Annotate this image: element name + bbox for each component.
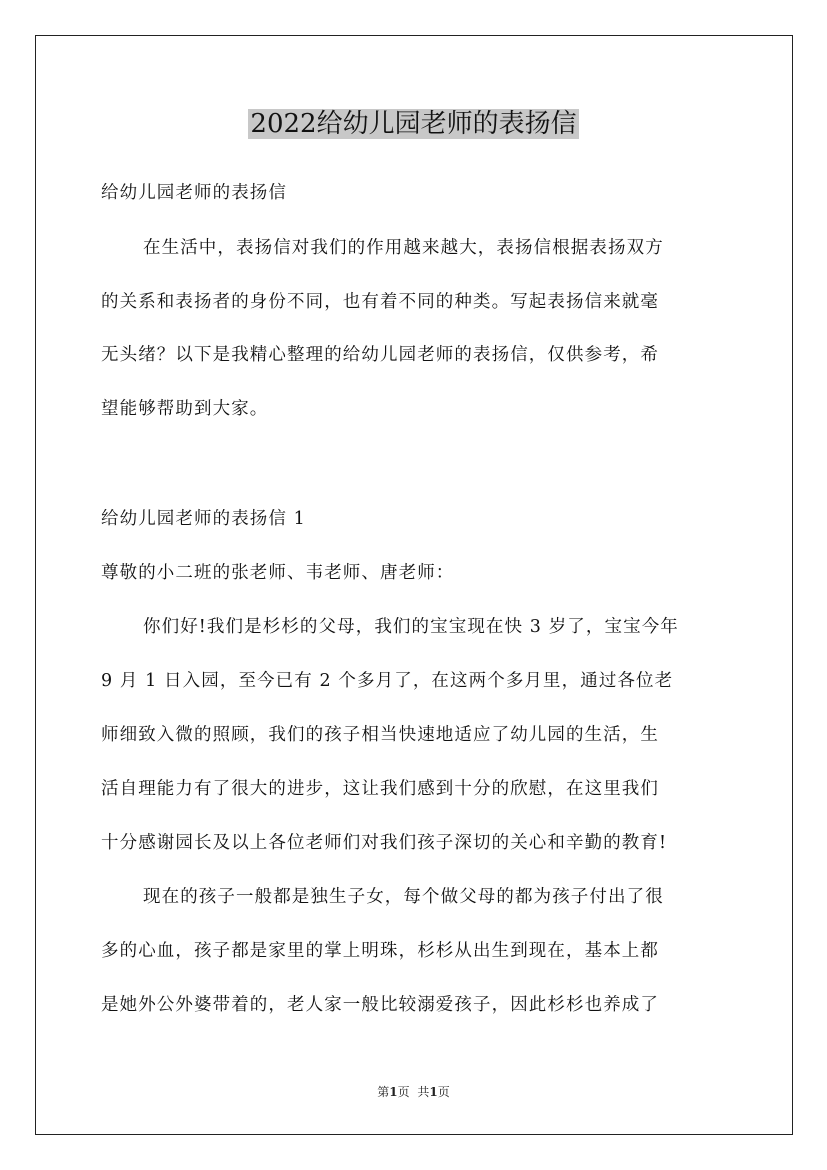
paragraph1-line-5: 十分感谢园长及以上各位老师们对我们孩子深切的关心和辛勤的教育! bbox=[101, 833, 668, 853]
salutation: 尊敬的小二班的张老师、韦老师、唐老师： bbox=[101, 563, 455, 583]
intro-line-3: 无头绪？以下是我精心整理的给幼儿园老师的表扬信，仅供参考，希 bbox=[101, 345, 659, 365]
page-unit: 页 bbox=[397, 1085, 410, 1099]
intro-line-1: 在生活中，表扬信对我们的作用越来越大，表扬信根据表扬双方 bbox=[143, 238, 664, 258]
total-unit: 页 bbox=[437, 1085, 450, 1099]
page-prefix: 第 bbox=[377, 1085, 390, 1099]
paragraph1-line-1: 你们好!我们是杉杉的父母，我们的宝宝现在快 3 岁了，宝宝今年 bbox=[143, 617, 679, 637]
total-prefix: 共 bbox=[417, 1085, 430, 1099]
intro-line-2: 的关系和表扬者的身份不同，也有着不同的种类。写起表扬信来就毫 bbox=[101, 292, 659, 312]
paragraph2-line-1: 现在的孩子一般都是独生子女，每个做父母的都为孩子付出了很 bbox=[143, 887, 664, 907]
paragraph1-line-3: 师细致入微的照顾，我们的孩子相当快速地适应了幼儿园的生活，生 bbox=[101, 725, 659, 745]
page-current: 1 bbox=[389, 1085, 398, 1099]
intro-line-4: 望能够帮助到大家。 bbox=[101, 399, 269, 419]
paragraph1-line-2: 9 月 1 日入园，至今已有 2 个多月了，在这两个多月里，通过各位老 bbox=[101, 671, 674, 691]
paragraph2-line-3: 是她外公外婆带着的，老人家一般比较溺爱孩子，因此杉杉也养成了 bbox=[101, 995, 659, 1015]
page-total: 1 bbox=[429, 1085, 438, 1099]
subtitle: 给幼儿园老师的表扬信 bbox=[101, 183, 287, 203]
letter-heading: 给幼儿园老师的表扬信 1 bbox=[101, 509, 306, 529]
paragraph1-line-4: 活自理能力有了很大的进步，这让我们感到十分的欣慰，在这里我们 bbox=[101, 779, 659, 799]
page-footer bbox=[0, 1084, 827, 1100]
document-title-text: 2022给幼儿园老师的表扬信 bbox=[250, 109, 577, 139]
paragraph2-line-2: 多的心血，孩子都是家里的掌上明珠，杉杉从出生到现在，基本上都 bbox=[101, 941, 659, 961]
document-title bbox=[0, 104, 827, 144]
